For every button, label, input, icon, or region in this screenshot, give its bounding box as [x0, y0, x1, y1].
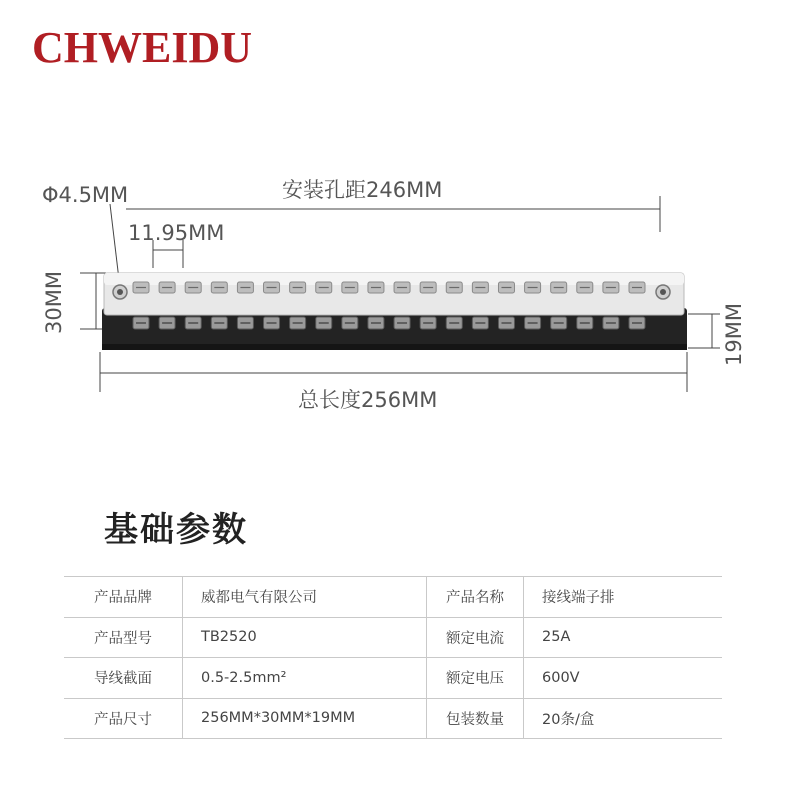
spec-value: 256MM*30MM*19MM	[183, 698, 427, 739]
section-title: 基础参数	[104, 510, 248, 550]
spec-key: 额定电流	[427, 617, 524, 658]
spec-key: 产品名称	[427, 577, 524, 618]
spec-value: 0.5-2.5mm²	[183, 658, 427, 699]
brand-logo: CHWEIDU	[32, 23, 253, 72]
spec-table	[64, 576, 722, 739]
total-length-label: 总长度256MM	[298, 388, 438, 412]
spec-key: 产品型号	[64, 617, 183, 658]
base-height-label: 19MM	[722, 303, 746, 366]
table-row	[64, 617, 722, 658]
spec-value: 25A	[524, 617, 723, 658]
spec-value: TB2520	[183, 617, 427, 658]
spec-value: 威都电气有限公司	[183, 577, 427, 618]
spec-key: 产品品牌	[64, 577, 183, 618]
hole-diameter-label: Φ4.5MM	[42, 183, 129, 207]
spec-value: 20条/盒	[524, 698, 723, 739]
spec-key: 产品尺寸	[64, 698, 183, 739]
pitch-label: 11.95MM	[128, 221, 225, 245]
height-label: 30MM	[42, 271, 66, 334]
table-row	[64, 658, 722, 699]
table-row	[64, 577, 722, 618]
spec-key: 包装数量	[427, 698, 524, 739]
spec-key: 额定电压	[427, 658, 524, 699]
spec-value: 接线端子排	[524, 577, 723, 618]
hole-spacing-label: 安装孔距246MM	[282, 178, 443, 202]
table-row	[64, 698, 722, 739]
spec-value: 600V	[524, 658, 723, 699]
spec-key: 导线截面	[64, 658, 183, 699]
